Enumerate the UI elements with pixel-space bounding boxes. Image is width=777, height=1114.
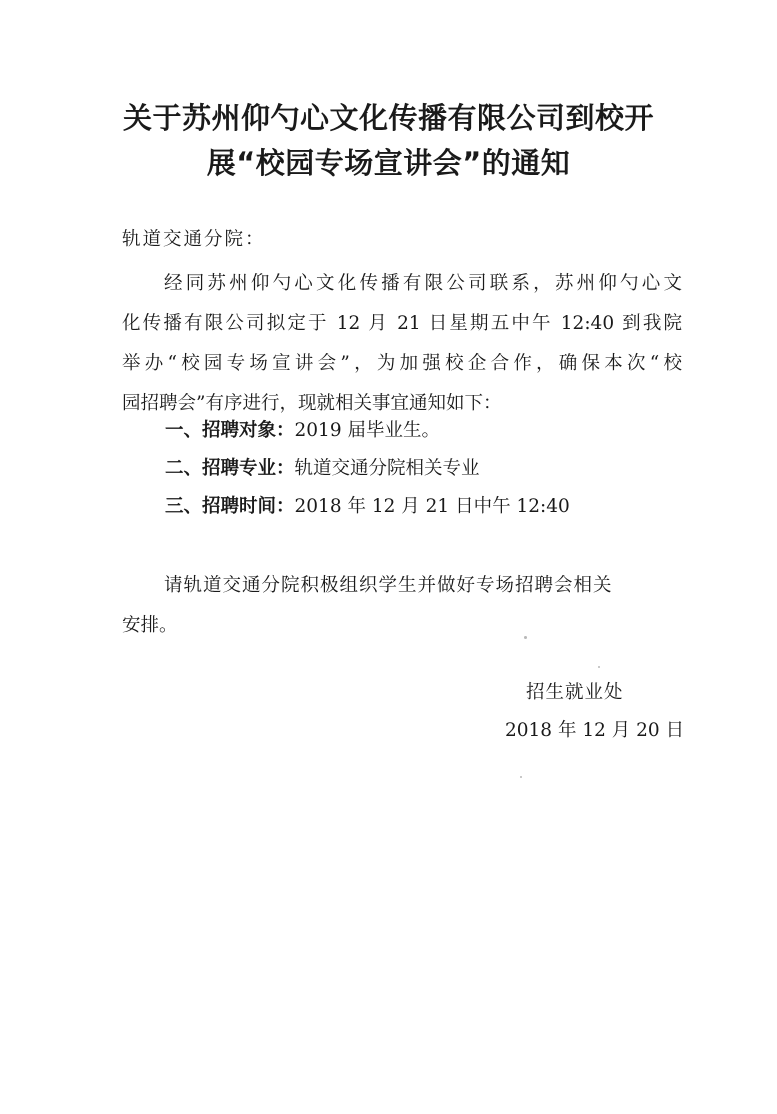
item-label: 一、招聘对象： [165, 420, 295, 441]
item-value: 2018 年 12 月 21 日中午 12:40 [294, 496, 570, 517]
document-title-line-1: 关于苏州仰勺心文化传播有限公司到校开 [122, 101, 654, 135]
signature-organization: 招生就业处 [526, 682, 624, 703]
paragraph-2-row-1: 请轨道交通分院积极组织学生并做好专场招聘会相关 [164, 575, 613, 596]
paragraph-2-row-2: 安排。 [122, 615, 178, 636]
salutation: 轨道交通分院： [122, 229, 266, 250]
body-paragraph-1 [122, 264, 682, 424]
document-title-line-2: 展“校园专场宣讲会”的通知 [206, 146, 571, 180]
scan-speck [524, 636, 527, 639]
body-paragraph-2 [122, 566, 682, 646]
scan-speck [520, 776, 522, 778]
item-value: 2019 届毕业生。 [294, 420, 440, 441]
paragraph-1-row-1: 经同苏州仰勺心文化传播有限公司联系，苏州仰勺心文 [164, 273, 682, 294]
list-item-recruit-target [165, 416, 440, 446]
paragraph-1-row-4: 园招聘会”有序进行，现就相关事宜通知如下： [122, 393, 502, 414]
item-label: 二、招聘专业： [165, 458, 295, 479]
paragraph-1-row-2: 化传播有限公司拟定于 12 月 21 日星期五中午 12:40 到我院 [122, 313, 682, 334]
list-item-recruit-time [165, 492, 570, 522]
paragraph-1-row-3: 举办“校园专场宣讲会”，为加强校企合作，确保本次“校 [122, 353, 682, 374]
item-label: 三、招聘时间： [165, 496, 295, 517]
signature-date: 2018 年 12 月 20 日 [505, 720, 685, 741]
scan-speck [598, 666, 600, 668]
item-value: 轨道交通分院相关专业 [294, 458, 480, 479]
list-item-recruit-major [165, 454, 480, 484]
